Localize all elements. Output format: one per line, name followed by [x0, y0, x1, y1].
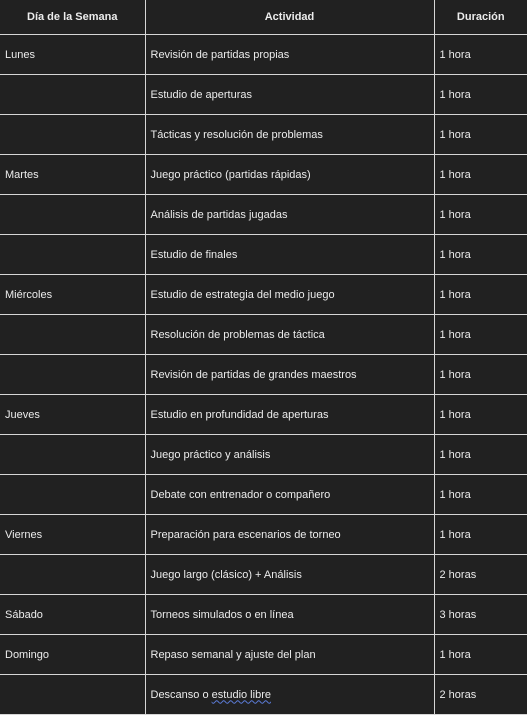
table-row	[0, 635, 527, 675]
cell-activity: Torneos simulados o en línea	[145, 595, 434, 635]
cell-duration: 2 horas	[434, 675, 527, 715]
table-row	[0, 195, 527, 235]
cell-duration: 1 hora	[434, 315, 527, 355]
cell-duration: 1 hora	[434, 235, 527, 275]
cell-day	[0, 675, 145, 715]
cell-activity: Revisión de partidas de grandes maestros	[145, 355, 434, 395]
cell-activity: Estudio de finales	[145, 235, 434, 275]
table-row	[0, 355, 527, 395]
table-row	[0, 115, 527, 155]
cell-day: Jueves	[0, 395, 145, 435]
cell-day: Viernes	[0, 515, 145, 555]
spellcheck-underline: estudio libre	[211, 688, 271, 701]
table-row	[0, 515, 527, 555]
cell-activity: Juego práctico (partidas rápidas)	[145, 155, 434, 195]
cell-activity: Análisis de partidas jugadas	[145, 195, 434, 235]
cell-duration: 1 hora	[434, 75, 527, 115]
cell-activity: Juego práctico y análisis	[145, 435, 434, 475]
cell-duration: 1 hora	[434, 115, 527, 155]
table-body	[0, 35, 527, 715]
cell-day: Lunes	[0, 35, 145, 75]
cell-duration: 1 hora	[434, 35, 527, 75]
cell-duration: 1 hora	[434, 275, 527, 315]
table-row	[0, 555, 527, 595]
cell-activity: Descanso o estudio libre	[145, 675, 434, 715]
cell-duration: 1 hora	[434, 475, 527, 515]
table-header	[0, 0, 527, 35]
table-row	[0, 275, 527, 315]
cell-activity: Repaso semanal y ajuste del plan	[145, 635, 434, 675]
cell-day	[0, 355, 145, 395]
table-row	[0, 675, 527, 715]
cell-duration: 1 hora	[434, 395, 527, 435]
cell-day: Domingo	[0, 635, 145, 675]
cell-day	[0, 115, 145, 155]
cell-day	[0, 435, 145, 475]
cell-day	[0, 235, 145, 275]
table-row	[0, 595, 527, 635]
header-day: Día de la Semana	[0, 0, 145, 35]
cell-activity: Preparación para escenarios de torneo	[145, 515, 434, 555]
cell-activity: Estudio en profundidad de aperturas	[145, 395, 434, 435]
cell-day	[0, 195, 145, 235]
table-row	[0, 155, 527, 195]
cell-activity: Estudio de aperturas	[145, 75, 434, 115]
cell-day	[0, 315, 145, 355]
table-row	[0, 475, 527, 515]
cell-duration: 1 hora	[434, 515, 527, 555]
cell-day: Martes	[0, 155, 145, 195]
cell-activity: Tácticas y resolución de problemas	[145, 115, 434, 155]
table-row	[0, 35, 527, 75]
cell-day	[0, 475, 145, 515]
cell-duration: 1 hora	[434, 635, 527, 675]
cell-day	[0, 555, 145, 595]
cell-activity: Juego largo (clásico) + Análisis	[145, 555, 434, 595]
cell-duration: 3 horas	[434, 595, 527, 635]
table-row	[0, 75, 527, 115]
cell-activity: Revisión de partidas propias	[145, 35, 434, 75]
cell-day	[0, 75, 145, 115]
cell-duration: 1 hora	[434, 195, 527, 235]
cell-activity: Debate con entrenador o compañero	[145, 475, 434, 515]
table-row	[0, 235, 527, 275]
cell-activity: Estudio de estrategia del medio juego	[145, 275, 434, 315]
header-activity: Actividad	[145, 0, 434, 35]
cell-duration: 1 hora	[434, 355, 527, 395]
header-row	[0, 0, 527, 35]
table-row	[0, 395, 527, 435]
cell-duration: 1 hora	[434, 435, 527, 475]
table-row	[0, 315, 527, 355]
cell-day: Sábado	[0, 595, 145, 635]
cell-activity: Resolución de problemas de táctica	[145, 315, 434, 355]
cell-day: Miércoles	[0, 275, 145, 315]
cell-duration: 1 hora	[434, 155, 527, 195]
header-duration: Duración	[434, 0, 527, 35]
cell-duration: 2 horas	[434, 555, 527, 595]
table-row	[0, 435, 527, 475]
